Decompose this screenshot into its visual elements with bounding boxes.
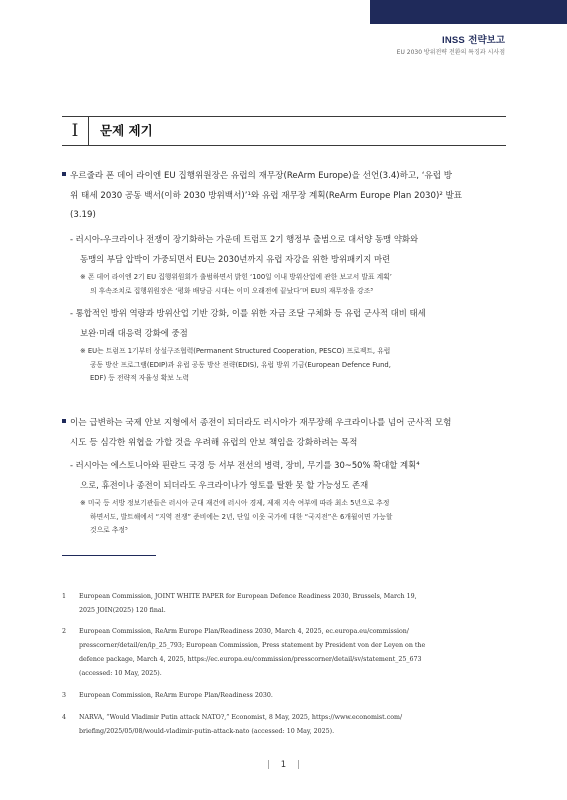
page-separator: | — [297, 760, 300, 770]
footnote — [62, 590, 508, 618]
footnote — [62, 689, 508, 703]
text-line: (3.19) — [70, 210, 96, 220]
sub-bullet — [70, 230, 418, 269]
page-separator: | — [267, 760, 270, 770]
footnote-divider — [62, 555, 156, 556]
text-line: 의 후속조치로 집행위원장은 ‘평화 배당금 시대는 이미 오래전에 끝났다’며 EU의 재무장을 강조³ — [90, 286, 374, 295]
text-line: 보완·미래 대응력 강화에 중점 — [80, 327, 188, 338]
text-line: presscorner/detail/en/ip_25_793; European Commission, Press statement by President von der Leyen on the — [79, 642, 426, 649]
footnote-number: 4 — [62, 714, 67, 721]
text-line: ※ 미국 등 서방 정보기관들은 러시아 군대 재건에 러시아 경제, 제재 지속 여부에 따라 최소 5년으로 추정 — [80, 499, 390, 507]
bullet-paragraph — [62, 414, 451, 453]
bullet-paragraph — [62, 167, 462, 226]
text-line: - 러시아-우크라이나 전쟁이 장기화하는 가운데 트럼프 2기 행정부 출범으로 대서양 동맹 약화와 — [70, 234, 419, 244]
footnote-number: 1 — [62, 593, 67, 600]
text-line: NARVA, “Would Vladimir Putin attack NATO?,” Economist, 8 May, 2025, https://www.economist.com/ — [79, 714, 403, 721]
section-number: I — [62, 117, 89, 145]
brand-logo: INSS — [442, 35, 465, 46]
footnote-number: 2 — [62, 628, 67, 635]
text-line: European Commission, ReArm Europe Plan/Readiness 2030, March 4, 2025, ec.europa.eu/commission/ — [79, 628, 409, 635]
page-number-value: 1 — [280, 760, 287, 770]
section-title: 문제 제기 — [100, 123, 153, 138]
sub-bullet — [70, 304, 426, 343]
text-line: ※ EU는 트럼프 1기부터 상설구조협력(Permanent Structured Cooperation, PESCO) 프로젝트, 유럽 — [80, 347, 391, 355]
text-line: - 러시아는 에스토니아와 핀란드 국경 등 서부 전선의 병력, 장비, 무기를 30~50% 확대할 계획⁴ — [70, 460, 420, 470]
report-subtitle: EU 2030 방위전략 전환의 특징과 시사점 — [396, 49, 505, 56]
text-line: 공동 방산 프로그램(EDIP)과 유럽 공동 방산 전략(EDIS), 유럽 방위 기금(European Defence Fund, — [90, 360, 391, 369]
report-brand — [442, 32, 505, 46]
note — [80, 497, 392, 538]
text-line: 이는 급변하는 국제 안보 지형에서 종전이 되더라도 러시아가 재무장해 우크라이나를 넘어 군사적 모험 — [62, 414, 451, 434]
square-bullet-icon — [62, 172, 66, 176]
square-bullet-icon — [62, 419, 66, 423]
text-line: EDF) 등 전략적 자율성 확보 노력 — [90, 374, 190, 382]
text-line: - 통합적인 방위 역량과 방위산업 기반 강화, 이를 위한 자금 조달 구체화 등 유럽 군사적 대비 태세 — [70, 308, 426, 318]
text-line: ※ 폰 데어 라이엔 2기 EU 집행위원회가 출범하면서 밝힌 ‘100일 이내 방위산업에 관한 보고서 발표 계획’ — [80, 273, 392, 281]
text-line: 하면서도, 발트해에서 “지역 전쟁” 준비에는 2년, 단일 이웃 국가에 대한 “국지전”은 6개월이면 가능할 — [90, 512, 393, 521]
note — [80, 345, 391, 386]
footnote — [62, 625, 508, 681]
text-line: 우르줄라 폰 데어 라이엔 EU 집행위원장은 유럽의 재무장(ReArm Europe)을 선언(3.4)하고, ‘유럽 방 — [62, 167, 462, 187]
section-heading — [62, 116, 506, 146]
text-line: 위 태세 2030 공동 백서(이하 2030 방위백서)’¹와 유럽 재무장 계획(ReArm Europe Plan 2030)² 발표 — [70, 190, 463, 201]
note — [80, 271, 392, 298]
footnote-number: 3 — [62, 692, 67, 699]
text-line: (accessed: 10 May, 2025). — [79, 670, 162, 677]
sub-bullet — [70, 456, 420, 495]
brand-suffix: 전략보고 — [464, 35, 505, 46]
text-line: briefing/2025/05/08/would-vladimir-putin-attack-nato (accessed: 10 May, 2025). — [79, 728, 335, 735]
text-line: European Commission, JOINT WHITE PAPER for European Defence Readiness 2030, Brussels, March 19, — [79, 593, 417, 600]
text-line: 것으로 추정⁵ — [90, 526, 128, 534]
page-number — [0, 760, 567, 770]
text-line: 2025 JOIN(2025) 120 final. — [79, 607, 166, 614]
text-line: 동맹의 부담 압박이 가중되면서 EU는 2030년까지 유럽 자강을 위한 방위패키지 마련 — [80, 253, 391, 264]
text-line: 시도 등 심각한 위협을 가할 것을 우려해 유럽의 안보 책임을 강화하려는 목적 — [70, 437, 358, 448]
text-line: European Commission, ReArm Europe Plan/Readiness 2030. — [79, 692, 273, 699]
footnote — [62, 711, 508, 739]
text-line: 으로, 휴전이나 종전이 되더라도 우크라이나가 영토를 탈환 못 할 가능성도 존재 — [80, 479, 369, 490]
text-line: defence package, March 4, 2025, https://ec.europa.eu/commission/presscorner/detail/sv/statement_25_673 — [79, 656, 422, 663]
header-corner-block — [370, 0, 567, 24]
